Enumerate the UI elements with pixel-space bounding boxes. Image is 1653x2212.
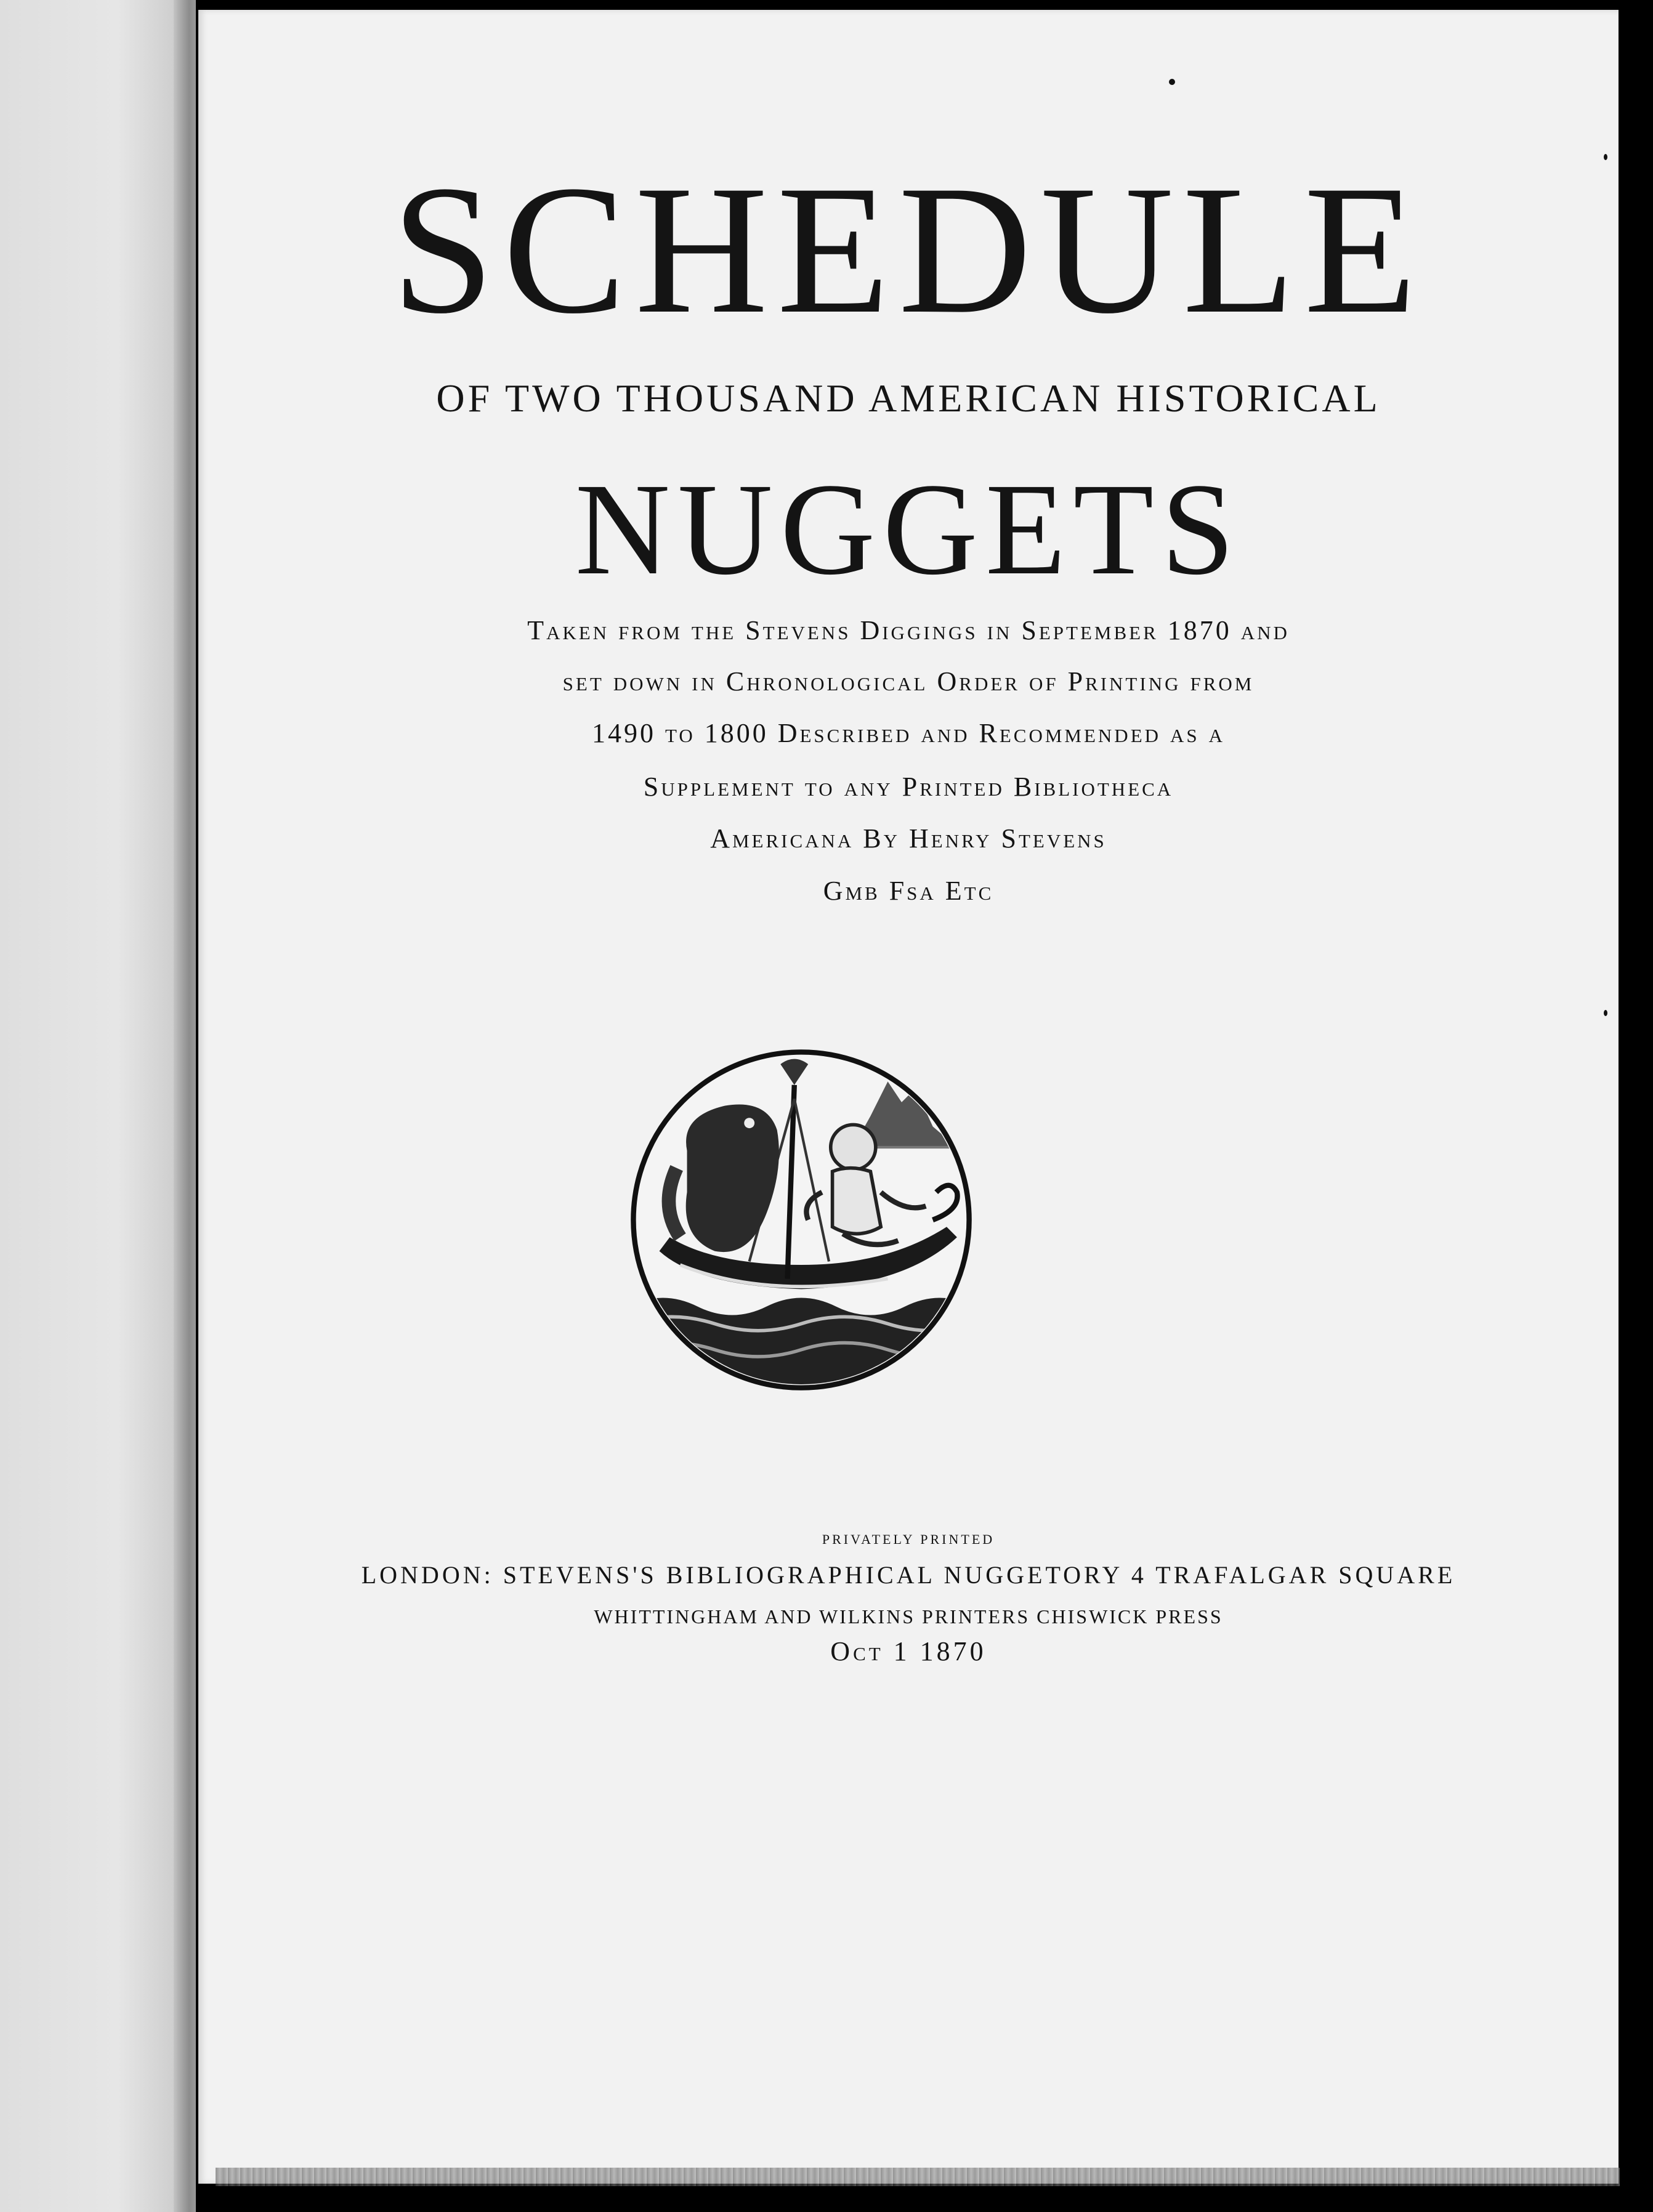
beaver-and-cherub-boat-emblem-icon bbox=[628, 1047, 974, 1393]
page-bottom-edge bbox=[216, 2168, 1620, 2186]
ink-speck bbox=[1604, 1010, 1607, 1016]
left-page-edge bbox=[0, 0, 196, 2212]
nuggets-title: NUGGETS bbox=[575, 456, 1242, 602]
subtitle: OF TWO THOUSAND AMERICAN HISTORICAL bbox=[436, 376, 1381, 420]
publisher-imprint: LONDON: STEVENS'S BIBLIOGRAPHICAL NUGGETORY 4 TRAFALGAR SQUARE bbox=[361, 1561, 1456, 1589]
description-line: 1490 to 1800 Described and Recommended as a bbox=[591, 718, 1226, 748]
publication-date: Oct 1 1870 bbox=[830, 1636, 987, 1666]
privately-printed-note: PRIVATELY PRINTED bbox=[822, 1532, 995, 1547]
description-line: set down in Chronological Order of Printing from bbox=[562, 666, 1255, 696]
description-line: Taken from the Stevens Diggings in September 1870 and bbox=[527, 615, 1290, 645]
ink-speck bbox=[1169, 79, 1175, 85]
main-title: SCHEDULE bbox=[391, 147, 1426, 352]
printers-line: WHITTINGHAM AND WILKINS PRINTERS CHISWICK PRESS bbox=[594, 1605, 1223, 1628]
description-line: Americana By Henry Stevens bbox=[710, 823, 1107, 854]
description-line: Gmb Fsa Etc bbox=[823, 876, 994, 906]
description-line: Supplement to any Printed Bibliotheca bbox=[643, 772, 1174, 802]
